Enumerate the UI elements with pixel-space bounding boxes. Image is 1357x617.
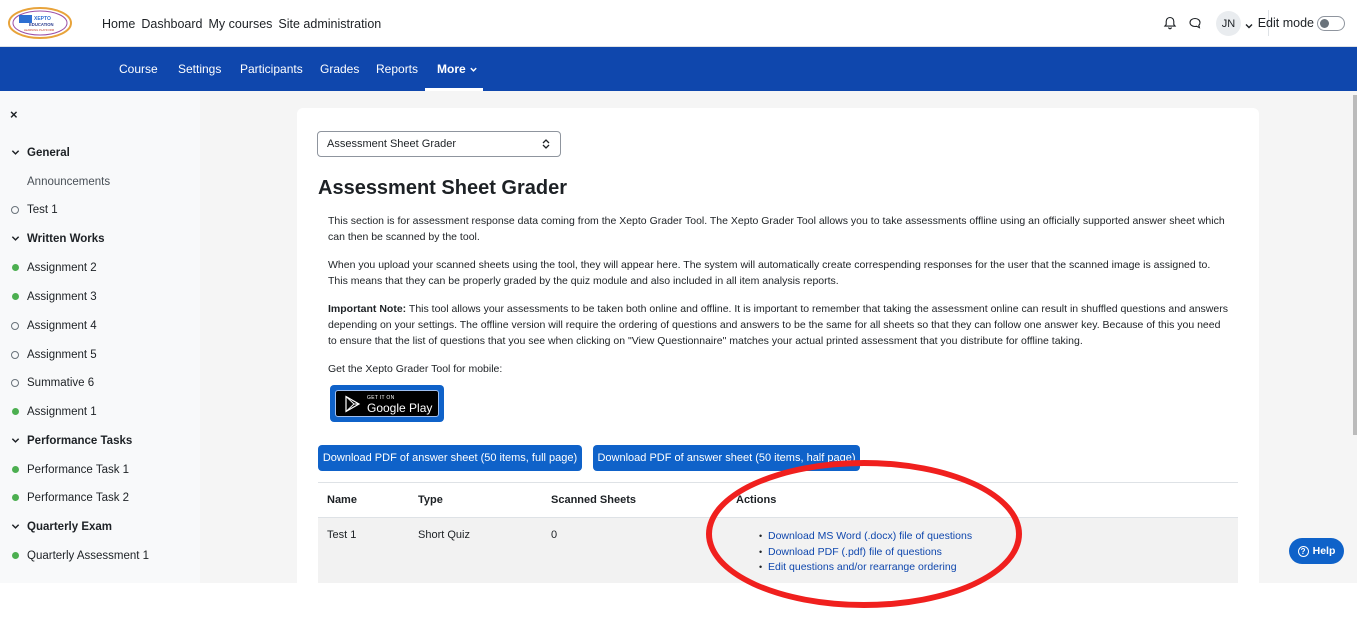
google-play-badge[interactable] [330,385,444,422]
drawer-item[interactable] [0,231,200,246]
drawer-item-label: Performance Task 2 [27,491,130,504]
chevron-down-icon [8,234,22,243]
drawer-item[interactable] [0,145,200,160]
course-secondary-nav [0,47,1357,91]
col-header-name: Name [327,494,357,506]
drawer-item[interactable] [0,490,200,505]
drawer-item[interactable] [0,462,200,477]
tab-more-label: More [437,62,466,76]
chat-icon[interactable] [1185,13,1205,33]
logo-line-1: XEPTO [34,16,51,22]
col-header-actions: Actions [736,494,777,506]
close-drawer-button[interactable]: × [10,107,18,122]
important-note-label: Important Note: [328,303,407,315]
drawer-item-label: Performance Tasks [27,434,133,447]
bottom-whitespace [0,583,1357,617]
completion-filled-icon [8,264,22,271]
drawer-item[interactable] [0,289,200,304]
table-header [318,482,1238,518]
chevron-down-icon [8,522,22,531]
drawer-item[interactable] [0,404,200,419]
important-note-text: This tool allows your assessments to be taken both online and offline. It is important to remember that taking the assessment online can result in shuffled questions and answers depending on your settings. The offline version will require the ordering of questions and answers to be the same for all sheets so that they can follow one answer key. Because of this you need to ensure that the list of questions that you see when clicking on "View Questionnaire" matches your actual printed assessment that you distribute for offline taking. [328,303,1228,347]
drawer-item[interactable] [0,375,200,390]
nav-site-administration[interactable]: Site administration [278,16,382,31]
report-selector-value: Assessment Sheet Grader [327,138,457,150]
google-play-big-text: Google Play [367,401,433,415]
primary-nav [102,0,387,47]
page-title: Assessment Sheet Grader [318,177,568,199]
select-arrows-icon [542,138,550,150]
drawer-item-label: Quarterly Exam [27,520,113,533]
tab-participants[interactable]: Participants [240,62,303,76]
google-play-small-text: GET IT ON [367,395,395,401]
chevron-down-icon [469,65,478,74]
completion-empty-icon [8,379,22,387]
drawer-item-label: Assignment 5 [27,348,97,361]
completion-filled-icon [8,293,22,300]
tab-course[interactable]: Course [119,62,158,76]
drawer-item-label: Summative 6 [27,376,95,389]
drawer-item[interactable] [0,174,200,189]
drawer-item-label: Assignment 1 [27,405,97,418]
col-header-type: Type [418,494,443,506]
drawer-item-label: Announcements [27,175,111,188]
drawer-item-label: General [27,146,70,159]
tab-settings[interactable]: Settings [178,62,222,76]
edit-questions-link[interactable]: • Edit questions and/or rearrange ordering [768,560,972,576]
drawer-item[interactable] [0,318,200,333]
actions-list [768,529,972,576]
download-pdf-link[interactable]: • Download PDF (.pdf) file of questions [768,545,972,561]
page-scrollbar[interactable] [1353,95,1357,435]
avatar[interactable]: JN [1216,11,1241,36]
completion-filled-icon [8,552,22,559]
download-full-page-button[interactable]: Download PDF of answer sheet (50 items, full page) [318,445,582,471]
nav-dashboard[interactable]: Dashboard [141,16,203,31]
drawer-item-label: Assignment 3 [27,290,97,303]
get-tool-paragraph: Get the Xepto Grader Tool for mobile: [328,363,503,375]
top-navbar [0,0,1357,47]
download-docx-link[interactable]: • Download MS Word (.docx) file of questions [768,529,972,545]
intro-paragraph: This section is for assessment response data coming from the Xepto Grader Tool. The Xepto Grader Tool allows you to take assessments offline using an officially supported answer sheet which can then be scanned by the tool. [328,215,1225,243]
drawer-item[interactable] [0,433,200,448]
chevron-down-icon [8,148,22,157]
edit-mode-toggle[interactable] [1317,16,1345,31]
nav-home[interactable]: Home [102,16,136,31]
drawer-item-label: Performance Task 1 [27,463,130,476]
tab-more[interactable] [425,47,483,91]
tab-grades[interactable]: Grades [320,62,360,76]
completion-filled-icon [8,494,22,501]
help-button[interactable] [1289,538,1344,564]
logo-line-2: EDUCATION [29,22,54,27]
edit-mode-label: Edit mode [1257,16,1314,30]
site-logo[interactable] [7,6,73,40]
toggle-knob [1320,19,1329,28]
google-play-badge-inner [335,390,439,417]
drawer-item[interactable] [0,202,200,217]
drawer-item-label: Written Works [27,232,105,245]
completion-empty-icon [8,322,22,330]
drawer-item[interactable] [0,548,200,563]
drawer-item[interactable] [0,519,200,534]
drawer-item-label: Assignment 4 [27,319,97,332]
upload-paragraph: When you upload your scanned sheets using the tool, they will appear here. The system will automatically create correspending responses for the user that the scanned image is assigned to. This means that they can be properly graded by the quiz module and also included in all item analysis reports. [328,259,1211,287]
chevron-down-icon [8,436,22,445]
play-store-icon [344,395,362,413]
cell-type: Short Quiz [418,529,470,541]
table-row [318,518,1238,588]
help-label: Help [1312,545,1336,557]
report-selector[interactable] [317,131,561,157]
download-half-page-button[interactable]: Download PDF of answer sheet (50 items, half page) [593,445,860,471]
drawer-item[interactable] [0,260,200,275]
completion-empty-icon [8,351,22,359]
drawer-item-label: Quarterly Assessment 1 [27,549,150,562]
chevron-down-icon[interactable] [1244,18,1256,30]
drawer-item[interactable] [0,347,200,362]
cell-scanned: 0 [551,529,558,541]
completion-filled-icon [8,408,22,415]
nav-my-courses[interactable]: My courses [208,16,273,31]
question-icon: ? [1298,546,1309,557]
drawer-item-label: Test 1 [27,203,58,216]
important-note-paragraph [328,301,1228,349]
cell-name: Test 1 [327,529,357,541]
bell-icon[interactable] [1160,13,1180,33]
drawer-item-label: Assignment 2 [27,261,97,274]
completion-filled-icon [8,466,22,473]
col-header-scanned-sheets: Scanned Sheets [551,494,636,506]
logo-line-3: LEARNING PLATFORM [24,28,55,32]
completion-empty-icon [8,206,22,214]
tab-reports[interactable]: Reports [376,62,419,76]
